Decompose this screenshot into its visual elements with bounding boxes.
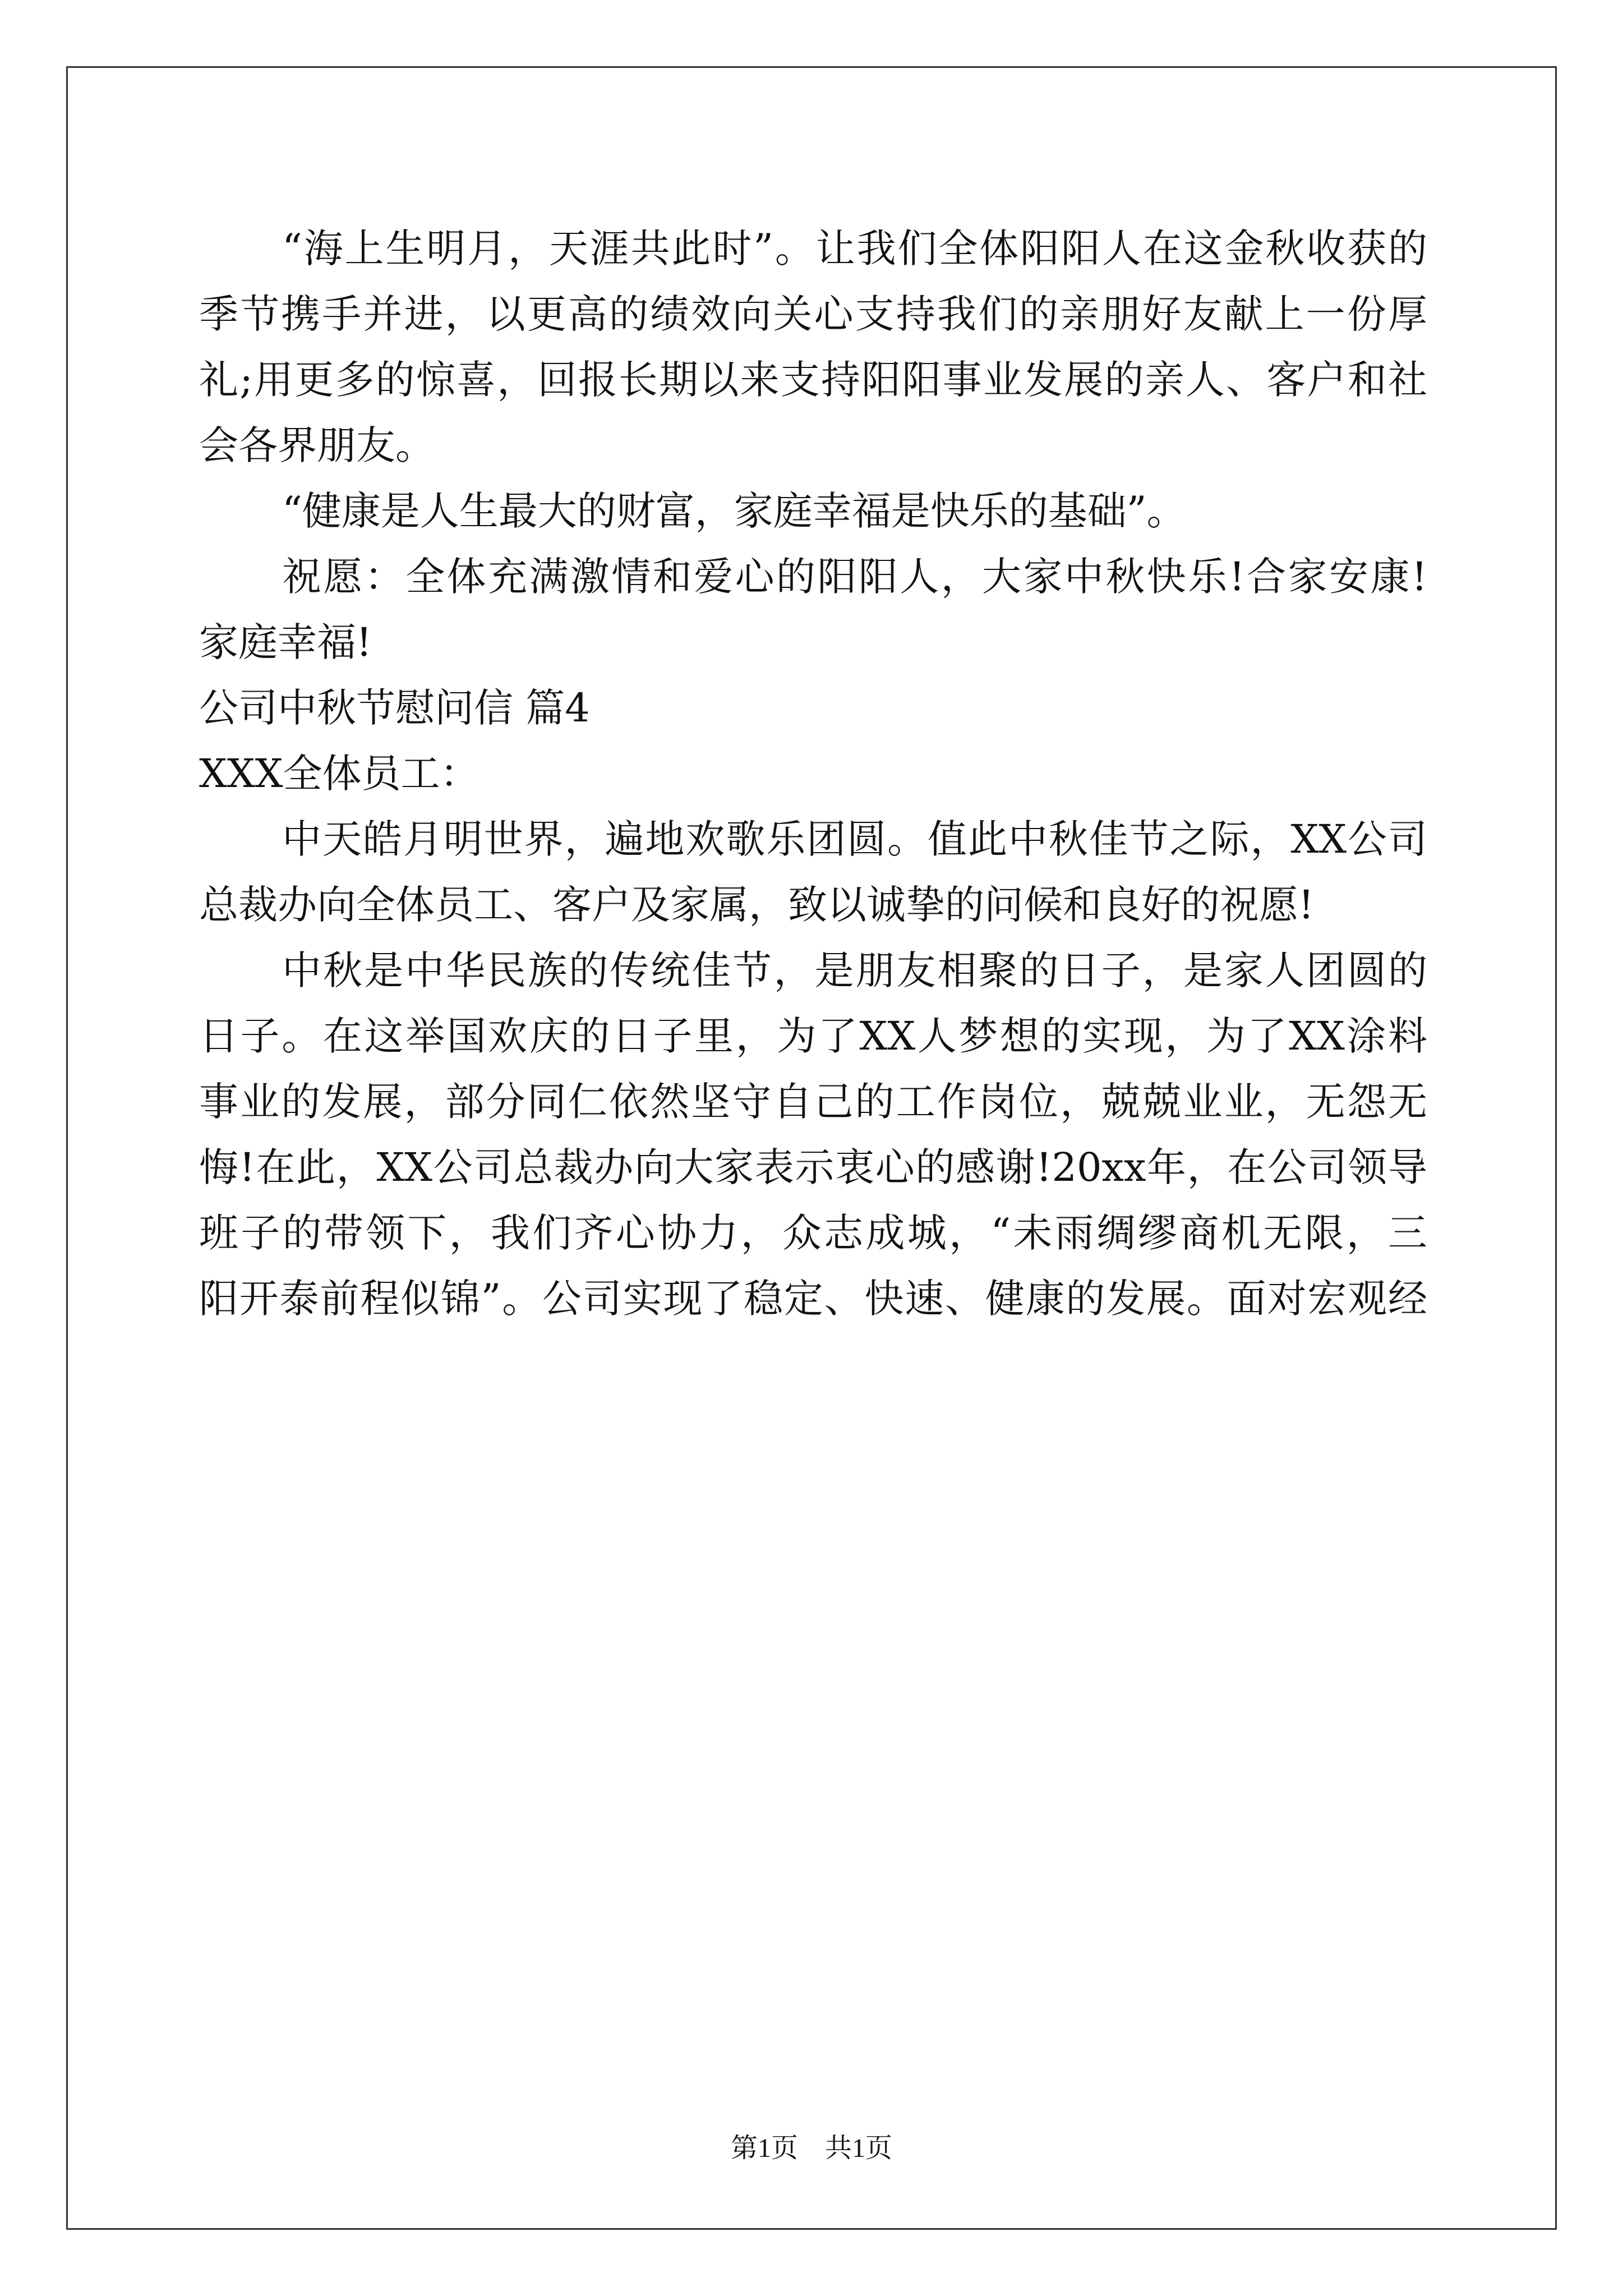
page-number: 第1页 共1页 [730, 2133, 892, 2163]
paragraph-5-line-2: 日子。在这举国欢庆的日子里，为了XX人梦想的实现，为了XX涂料 [199, 1013, 1427, 1059]
paragraph-1-line-3: 礼;用更多的惊喜，回报长期以来支持阳阳事业发展的亲人、客户和社 [199, 357, 1427, 403]
paragraph-3-line-1: 祝愿：全体充满激情和爱心的阳阳人，大家中秋快乐!合家安康! [282, 554, 1427, 600]
paragraph-5-line-5: 班子的带领下，我们齐心协力，众志成城，“未雨绸缪商机无限，三 [199, 1210, 1427, 1256]
paragraph-5-line-1: 中秋是中华民族的传统佳节，是朋友相聚的日子，是家人团圆的 [282, 947, 1427, 993]
paragraph-1-line-4: 会各界朋友。 [199, 422, 435, 468]
paragraph-3-line-2: 家庭幸福! [199, 619, 372, 665]
paragraph-5-line-6: 阳开泰前程似锦”。公司实现了稳定、快速、健康的发展。面对宏观经 [199, 1276, 1427, 1322]
paragraph-4-line-1: 中天皓月明世界，遍地欢歌乐团圆。值此中秋佳节之际，XX公司 [282, 816, 1427, 862]
section-heading: 公司中秋节慰问信 篇4 [199, 685, 590, 731]
document-body [199, 216, 1427, 1332]
paragraph-1-line-2: 季节携手并进，以更高的绩效向关心支持我们的亲朋好友献上一份厚 [199, 291, 1427, 337]
paragraph-1-line-1: “海上生明月，天涯共此时”。让我们全体阳阳人在这金秋收获的 [282, 226, 1427, 272]
paragraph-5-line-3: 事业的发展，部分同仁依然坚守自己的工作岗位，兢兢业业，无怨无 [199, 1079, 1427, 1125]
salutation: XXX全体员工： [199, 751, 479, 797]
paragraph-4-line-2: 总裁办向全体员工、客户及家属，致以诚挚的问候和良好的祝愿! [199, 882, 1315, 928]
paragraph-5-line-4: 悔!在此，XX公司总裁办向大家表示衷心的感谢!20xx年，在公司领导 [199, 1144, 1427, 1190]
paragraph-2-line-1: “健康是人生最大的财富，家庭幸福是快乐的基础”。 [282, 488, 1186, 534]
